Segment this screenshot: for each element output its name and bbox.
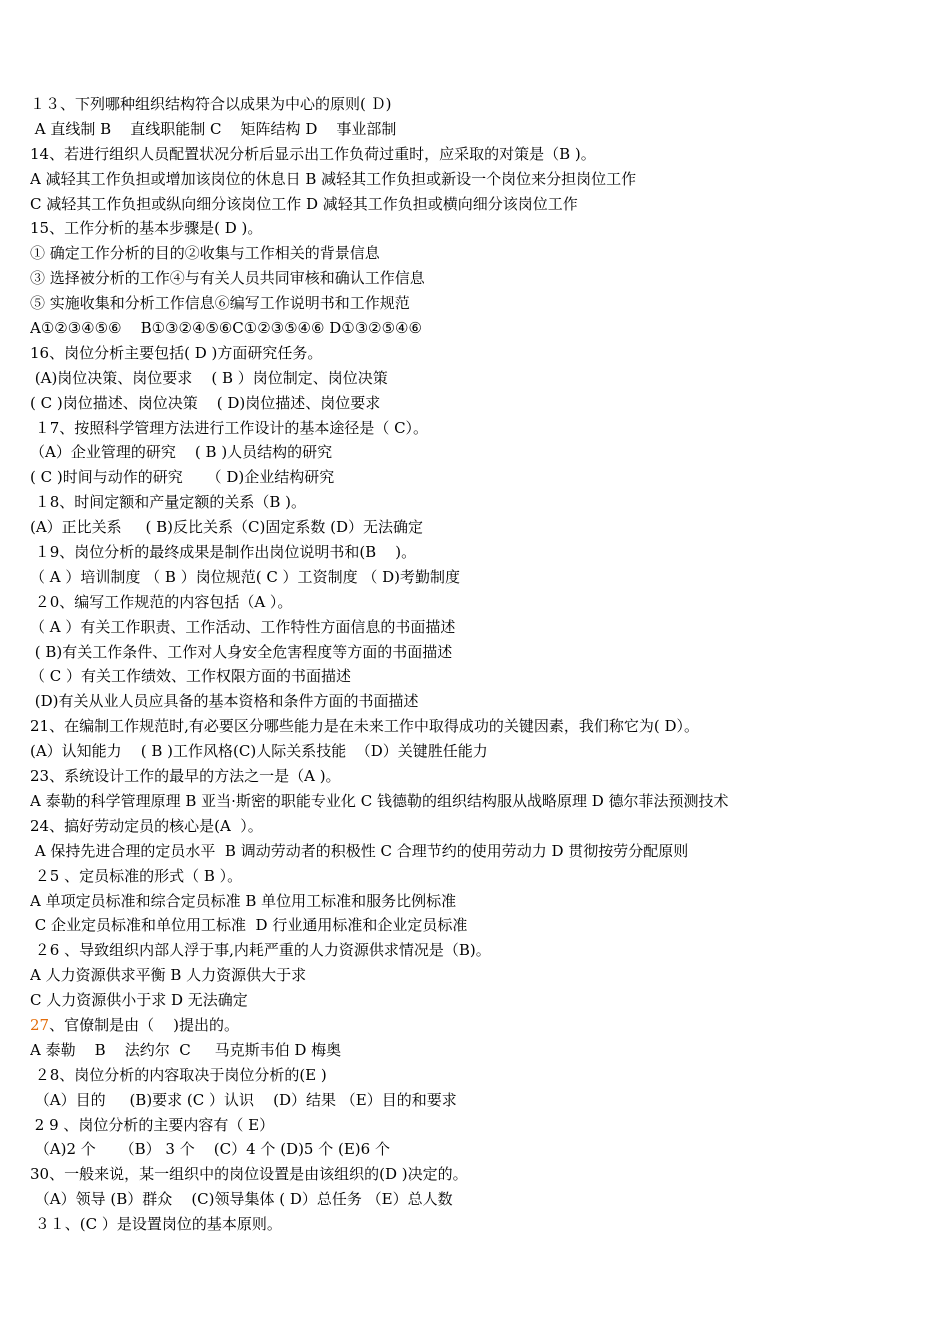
- question-30: 30、一般来说，某一组织中的岗位设置是由该组织的(D )决定的。: [30, 1165, 468, 1184]
- question-21: 21、在编制工作规范时,有必要区分哪些能力是在未来工作中取得成功的关键因素，我们称它为( D）。: [30, 717, 700, 736]
- question-19-options: （ A ）培训制度 （ B ）岗位规范( C ）工资制度 （ D)考勤制度: [30, 567, 460, 586]
- question-14: 14、若进行组织人员配置状况分析后显示出工作负荷过重时，应采取的对策是（B )。: [30, 144, 596, 163]
- question-17: １7、按照科学管理方法进行工作设计的基本途径是（ C）。: [30, 418, 429, 437]
- question-13: １３、下列哪种组织结构符合以成果为中心的原则( Ｄ): [30, 95, 392, 113]
- question-25-options-ab: A 单项定员标准和综合定员标准 B 单位用工标准和服务比例标准: [30, 891, 457, 910]
- question-14-options-cd: C 减轻其工作负担或纵向细分该岗位工作 D 减轻其工作负担或横向细分该岗位工作: [30, 194, 578, 213]
- question-23: 23、系统设计工作的最早的方法之一是（A )。: [30, 767, 341, 786]
- question-29: 2 9 、岗位分析的主要内容有（ E）: [30, 1115, 275, 1134]
- question-20-option-d: (D)有关从业人员应具备的基本资格和条件方面的书面描述: [30, 692, 419, 711]
- question-19: １9、岗位分析的最终成果是制作出岗位说明书和(B )。: [30, 543, 417, 562]
- question-15-steps-1-2: ① 确定工作分析的目的②收集与工作相关的背景信息: [30, 244, 380, 263]
- question-20-option-b: ( B)有关工作条件、工作对人身安全危害程度等方面的书面描述: [30, 642, 453, 661]
- question-16: 16、岗位分析主要包括( D )方面研究任务。: [30, 343, 323, 362]
- question-25-options-cd: C 企业定员标准和单位用工标准 D 行业通用标准和企业定员标准: [30, 916, 468, 935]
- question-27-number: 27: [30, 1015, 50, 1034]
- question-27-text: 、官僚制是由（ )提出的。: [49, 1015, 240, 1034]
- question-20-option-c: （ C ）有关工作绩效、工作权限方面的书面描述: [30, 667, 352, 686]
- question-26-options-cd: C 人力资源供小于求 D 无法确定: [30, 991, 248, 1010]
- question-18-options: (A）正比关系 ( B)反比关系（C)固定系数 (D）无法确定: [30, 518, 423, 537]
- question-15-steps-3-4: ③ 选择被分析的工作④与有关人员共同审核和确认工作信息: [30, 269, 425, 288]
- question-26-options-ab: A 人力资源供求平衡 B 人力资源供大于求: [30, 966, 307, 985]
- question-26: ２6 、导致组织内部人浮于事,内耗严重的人力资源供求情况是（B)。: [30, 941, 491, 960]
- question-24: 24、搞好劳动定员的核心是(A ）。: [30, 816, 263, 835]
- question-15: 15、工作分析的基本步骤是( D )。: [30, 219, 263, 238]
- question-20-option-a: （ A ）有关工作职责、工作活动、工作特性方面信息的书面描述: [30, 617, 456, 636]
- question-15-options: A①②③④⑤⑥ B①③②④⑤⑥C①②③⑤④⑥ D①③②⑤④⑥: [30, 319, 422, 338]
- question-18: １8、时间定额和产量定额的关系（B )。: [30, 493, 306, 512]
- question-31: ３１、(C ）是设置岗位的基本原则。: [30, 1215, 282, 1234]
- question-23-options: A 泰勒的科学管理原理 B 亚当·斯密的职能专业化 C 钱德勒的组织结构服从战略原理 D 德尔菲法预测技术: [30, 791, 729, 810]
- question-27-options: A 泰勒 B 法约尔 C 马克斯韦伯 D 梅奥: [30, 1040, 342, 1059]
- question-24-options: A 保持先进合理的定员水平 B 调动劳动者的积极性 C 合理节约的使用劳动力 D 贯彻按劳分配原则: [30, 841, 689, 860]
- question-14-options-ab: A 减轻其工作负担或增加该岗位的休息日 B 减轻其工作负担或新设一个岗位来分担岗位工作: [30, 169, 637, 188]
- question-13-options: A 直线制 B 直线职能制 C 矩阵结构 D 事业部制: [30, 119, 397, 138]
- question-20: ２0、编写工作规范的内容包括（A ）。: [30, 592, 293, 611]
- question-16-options-cd: ( C )岗位描述、岗位决策 ( D)岗位描述、岗位要求: [30, 393, 381, 412]
- question-list: [30, 92, 910, 1237]
- question-28: ２8、岗位分析的内容取决于岗位分析的(E ): [30, 1065, 327, 1084]
- question-17-options-ab: （A）企业管理的研究 ( B )人员结构的研究: [30, 443, 333, 462]
- question-15-steps-5-6: ⑤ 实施收集和分析工作信息⑥编写工作说明书和工作规范: [30, 294, 410, 313]
- question-28-options: （A）目的 (B)要求 (C ）认识 (D）结果 （E）目的和要求: [30, 1090, 457, 1109]
- question-21-options: (A）认知能力 ( B )工作风格(C)人际关系技能 （D）关键胜任能力: [30, 742, 488, 761]
- question-27: [30, 1013, 910, 1038]
- question-30-options: （A）领导 (B）群众 (C)领导集体 ( D）总任务 （E）总人数: [30, 1190, 453, 1209]
- question-25: ２5 、定员标准的形式（ B ）。: [30, 866, 243, 885]
- question-29-options: （A)2 个 （B） 3 个 (C）4 个 (D)5 个 (E)6 个: [30, 1140, 390, 1159]
- question-16-options-ab: (A)岗位决策、岗位要求 ( B ）岗位制定、岗位决策: [30, 368, 388, 387]
- question-17-options-cd: ( C )时间与动作的研究 （ D)企业结构研究: [30, 468, 335, 487]
